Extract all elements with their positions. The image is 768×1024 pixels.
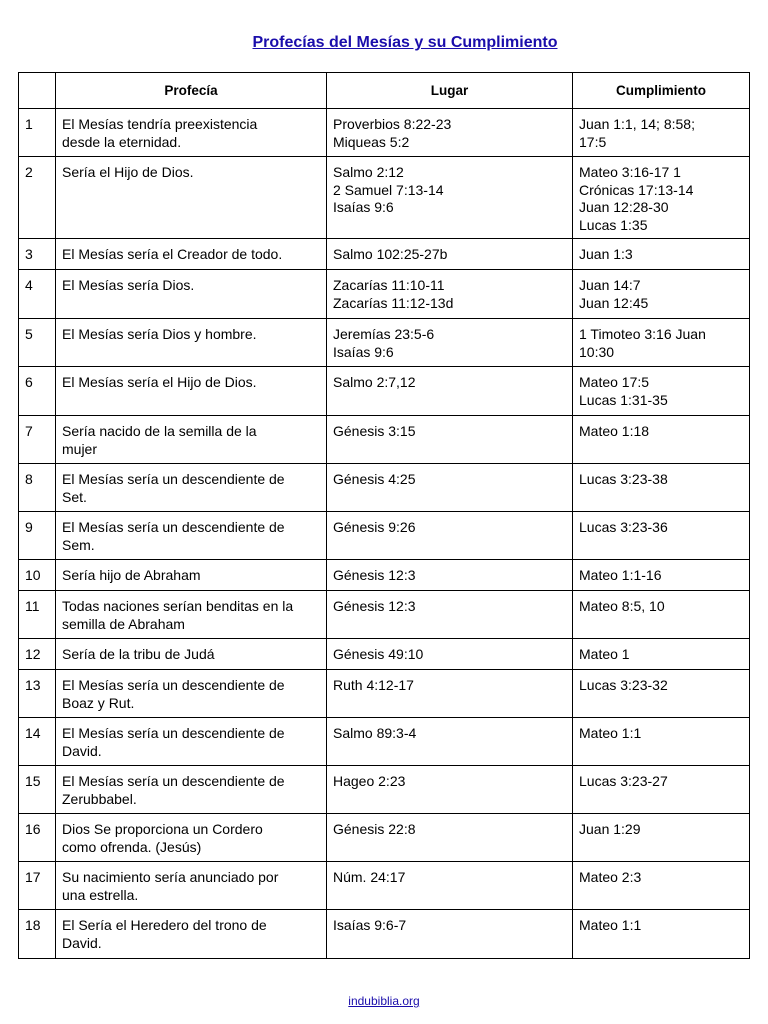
cell-cumplimiento: Mateo 1:18 (573, 416, 750, 464)
table-row (19, 416, 750, 464)
cell-profecia: Sería hijo de Abraham (56, 560, 327, 591)
table-row (19, 270, 750, 319)
cell-number: 10 (19, 560, 56, 591)
cell-profecia: El Mesías tendría preexistencia desde la eternidad. (56, 109, 327, 157)
cell-lugar: Proverbios 8:22-23 Miqueas 5:2 (327, 109, 573, 157)
cell-cumplimiento: Juan 1:29 (573, 814, 750, 862)
table-row (19, 512, 750, 560)
cell-lugar: Salmo 2:7,12 (327, 367, 573, 416)
cell-lugar: Génesis 3:15 (327, 416, 573, 464)
cell-lugar: Génesis 12:3 (327, 591, 573, 639)
cell-cumplimiento: Juan 1:3 (573, 239, 750, 270)
cell-number: 7 (19, 416, 56, 464)
cell-number: 16 (19, 814, 56, 862)
cell-profecia: Sería nacido de la semilla de la mujer (56, 416, 327, 464)
cell-cumplimiento: Mateo 3:16-17 1 Crónicas 17:13-14 Juan 12:28-30 Lucas 1:35 (573, 157, 750, 239)
cell-number: 13 (19, 670, 56, 718)
table-row (19, 591, 750, 639)
table-row (19, 718, 750, 766)
table-row (19, 239, 750, 270)
table-row (19, 814, 750, 862)
prophecy-table (18, 72, 750, 959)
cell-profecia: Todas naciones serían benditas en la semilla de Abraham (56, 591, 327, 639)
cell-cumplimiento: Lucas 3:23-32 (573, 670, 750, 718)
cell-number: 9 (19, 512, 56, 560)
cell-lugar: Hageo 2:23 (327, 766, 573, 814)
cell-profecia: El Mesías sería el Creador de todo. (56, 239, 327, 270)
cell-number: 17 (19, 862, 56, 910)
table-row (19, 157, 750, 239)
cell-number: 6 (19, 367, 56, 416)
cell-cumplimiento: Mateo 1:1 (573, 910, 750, 959)
cell-cumplimiento: Lucas 3:23-36 (573, 512, 750, 560)
cell-number: 3 (19, 239, 56, 270)
cell-cumplimiento: Mateo 1:1-16 (573, 560, 750, 591)
cell-number: 14 (19, 718, 56, 766)
cell-lugar: Isaías 9:6-7 (327, 910, 573, 959)
page-title[interactable]: Profecías del Mesías y su Cumplimiento (252, 34, 558, 51)
cell-profecia: Sería el Hijo de Dios. (56, 157, 327, 239)
table-row (19, 464, 750, 512)
cell-lugar: Zacarías 11:10-11 Zacarías 11:12-13d (327, 270, 573, 319)
cell-number: 1 (19, 109, 56, 157)
cell-lugar: Salmo 2:12 2 Samuel 7:13-14 Isaías 9:6 (327, 157, 573, 239)
cell-number: 2 (19, 157, 56, 239)
table-row (19, 862, 750, 910)
cell-cumplimiento: Mateo 17:5 Lucas 1:31-35 (573, 367, 750, 416)
cell-number: 5 (19, 319, 56, 367)
table-row (19, 910, 750, 959)
table-row (19, 639, 750, 670)
cell-number: 11 (19, 591, 56, 639)
cell-cumplimiento: Mateo 8:5, 10 (573, 591, 750, 639)
cell-number: 12 (19, 639, 56, 670)
cell-profecia: El Mesías sería un descendiente de Zerubbabel. (56, 766, 327, 814)
cell-lugar: Núm. 24:17 (327, 862, 573, 910)
cell-profecia: El Sería el Heredero del trono de David. (56, 910, 327, 959)
cell-profecia: El Mesías sería un descendiente de Sem. (56, 512, 327, 560)
cell-number: 18 (19, 910, 56, 959)
cell-lugar: Génesis 9:26 (327, 512, 573, 560)
cell-profecia: El Mesías sería un descendiente de Set. (56, 464, 327, 512)
cell-lugar: Génesis 4:25 (327, 464, 573, 512)
cell-lugar: Génesis 49:10 (327, 639, 573, 670)
header-lugar: Lugar (327, 73, 573, 109)
cell-number: 15 (19, 766, 56, 814)
table-row (19, 670, 750, 718)
cell-lugar: Ruth 4:12-17 (327, 670, 573, 718)
cell-cumplimiento: Juan 14:7 Juan 12:45 (573, 270, 750, 319)
table-body (19, 109, 750, 959)
cell-cumplimiento: Mateo 1:1 (573, 718, 750, 766)
cell-profecia: Su nacimiento sería anunciado por una estrella. (56, 862, 327, 910)
cell-cumplimiento: 1 Timoteo 3:16 Juan 10:30 (573, 319, 750, 367)
cell-lugar: Génesis 22:8 (327, 814, 573, 862)
cell-number: 4 (19, 270, 56, 319)
table-row (19, 766, 750, 814)
table-row (19, 560, 750, 591)
cell-profecia: El Mesías sería Dios. (56, 270, 327, 319)
cell-profecia: El Mesías sería un descendiente de David. (56, 718, 327, 766)
footer-link[interactable]: indubiblia.org (348, 994, 420, 1008)
header-profecia: Profecía (56, 73, 327, 109)
cell-lugar: Jeremías 23:5-6 Isaías 9:6 (327, 319, 573, 367)
cell-lugar: Génesis 12:3 (327, 560, 573, 591)
table-row (19, 109, 750, 157)
cell-cumplimiento: Lucas 3:23-27 (573, 766, 750, 814)
table-row (19, 367, 750, 416)
cell-profecia: El Mesías sería el Hijo de Dios. (56, 367, 327, 416)
header-number (19, 73, 56, 109)
cell-number: 8 (19, 464, 56, 512)
table-header-row (19, 73, 750, 109)
table-row (19, 319, 750, 367)
cell-profecia: Sería de la tribu de Judá (56, 639, 327, 670)
header-cumplimiento: Cumplimiento (573, 73, 750, 109)
cell-profecia: El Mesías sería Dios y hombre. (56, 319, 327, 367)
cell-profecia: Dios Se proporciona un Cordero como ofrenda. (Jesús) (56, 814, 327, 862)
cell-cumplimiento: Juan 1:1, 14; 8:58; 17:5 (573, 109, 750, 157)
cell-lugar: Salmo 102:25-27b (327, 239, 573, 270)
cell-lugar: Salmo 89:3-4 (327, 718, 573, 766)
cell-cumplimiento: Mateo 1 (573, 639, 750, 670)
cell-cumplimiento: Mateo 2:3 (573, 862, 750, 910)
cell-cumplimiento: Lucas 3:23-38 (573, 464, 750, 512)
cell-profecia: El Mesías sería un descendiente de Boaz y Rut. (56, 670, 327, 718)
